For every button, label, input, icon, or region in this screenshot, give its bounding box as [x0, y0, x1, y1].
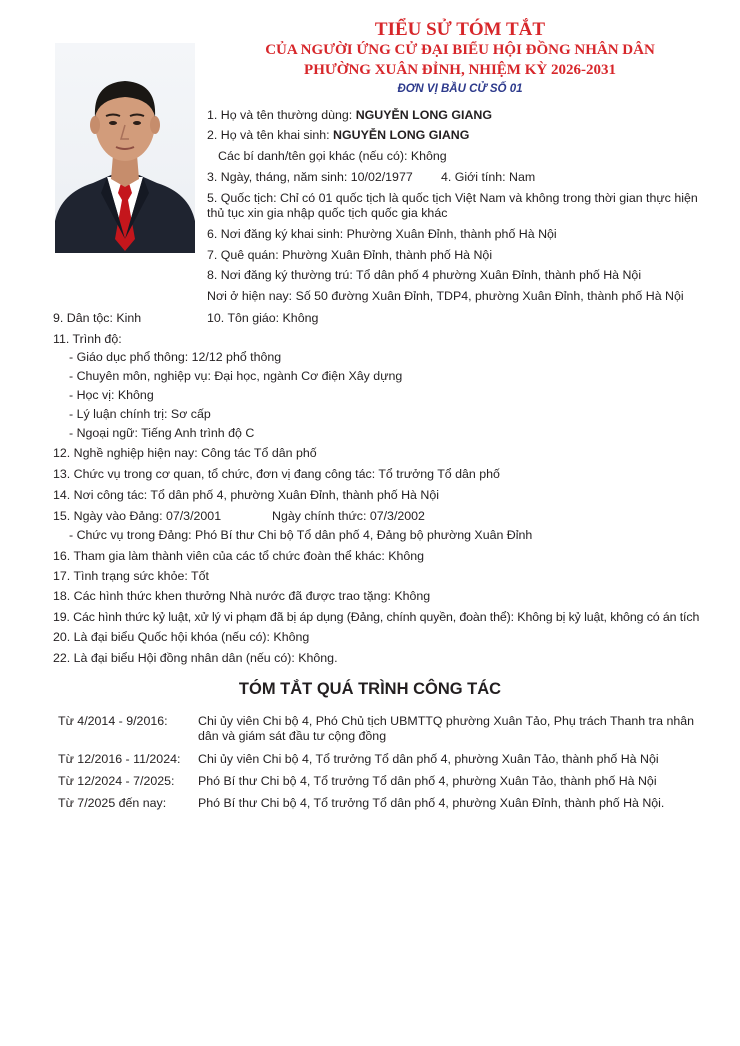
party-official-date: Ngày chính thức: 07/3/2002 [272, 509, 425, 523]
work-description: Chi ủy viên Chi bộ 4, Tổ trưởng Tổ dân phố 4, phường Xuân Tảo, thành phố Hà Nội [198, 752, 659, 766]
council-delegate-field: 22. Là đại biểu Hội đồng nhân dân (nếu có): Không. [53, 651, 338, 665]
birth-name-label: 2. Họ và tên khai sinh: [207, 128, 334, 142]
party-position-field: - Chức vụ trong Đảng: Phó Bí thư Chi bộ Tổ dân phố 4, Đảng bộ phường Xuân Đỉnh [69, 528, 533, 542]
alias-field: Các bí danh/tên gọi khác (nếu có): Không [218, 149, 447, 163]
common-name-row [207, 108, 492, 123]
birth-registration-field: 6. Nơi đăng ký khai sinh: Phường Xuân Đỉnh, thành phố Hà Nội [207, 227, 557, 241]
portrait-figure [55, 43, 195, 253]
work-period: Từ 12/2016 - 11/2024: [58, 752, 181, 766]
candidate-photo [55, 43, 195, 253]
health-field: 17. Tình trạng sức khỏe: Tốt [53, 569, 209, 583]
education-general: - Giáo dục phổ thông: 12/12 phổ thông [69, 350, 282, 364]
party-join-date: 15. Ngày vào Đảng: 07/3/2001 [53, 509, 222, 523]
work-history-title: TÓM TẮT QUÁ TRÌNH CÔNG TÁC [238, 680, 502, 698]
work-period: Từ 12/2024 - 7/2025: [58, 774, 175, 788]
education-title: 11. Trình độ: [53, 332, 122, 346]
nationality-line-2: thủ tục xin gia nhập quốc tịch quốc gia khác [207, 206, 448, 220]
work-description: Phó Bí thư Chi bộ 4, Tổ trưởng Tổ dân phố 4, phường Xuân Tảo, thành phố Hà Nội [198, 774, 657, 788]
discipline-field: 19. Các hình thức kỷ luật, xử lý vi phạm đã bị áp dụng (Đảng, chính quyền, đoàn thể): Không bị kỷ luật, không có án tích [53, 610, 700, 624]
na-delegate-field: 20. Là đại biểu Quốc hội khóa (nếu có): Không [53, 630, 310, 644]
organizations-field: 16. Tham gia làm thành viên của các tổ chức đoàn thể khác: Không [53, 549, 425, 563]
birth-name-row [207, 128, 469, 143]
education-degree: - Học vị: Không [69, 388, 154, 402]
document-subtitle-1: CỦA NGƯỜI ỨNG CỬ ĐẠI BIỂU HỘI ĐỒNG NHÂN DÂN [265, 42, 655, 58]
position-field: 13. Chức vụ trong cơ quan, tổ chức, đơn vị đang công tác: Tổ trưởng Tổ dân phố [53, 467, 500, 481]
ethnicity-field: 9. Dân tộc: Kinh [53, 311, 142, 325]
common-name-label: 1. Họ và tên thường dùng: [207, 108, 356, 122]
work-period: Từ 7/2025 đến nay: [58, 796, 167, 810]
education-major: - Chuyên môn, nghiệp vụ: Đại học, ngành Cơ điện Xây dựng [69, 369, 403, 383]
hometown-field: 7. Quê quán: Phường Xuân Đỉnh, thành phố Hà Nội [207, 248, 493, 262]
electoral-district: ĐƠN VỊ BẦU CỬ SỐ 01 [397, 83, 523, 95]
document-subtitle-2: PHƯỜNG XUÂN ĐỈNH, NHIỆM KỲ 2026-2031 [304, 62, 616, 78]
gender-field: 4. Giới tính: Nam [441, 170, 536, 184]
occupation-field: 12. Nghề nghiệp hiện nay: Công tác Tổ dân phố [53, 446, 317, 460]
education-politics: - Lý luận chính trị: Sơ cấp [69, 407, 211, 421]
religion-field: 10. Tôn giáo: Không [207, 311, 319, 325]
current-address-field: Nơi ở hiện nay: Số 50 đường Xuân Đỉnh, TDP4, phường Xuân Đỉnh, thành phố Hà Nội [207, 289, 684, 303]
work-period: Từ 4/2014 - 9/2016: [58, 714, 168, 728]
document-title: TIỂU SỬ TÓM TẮT [374, 19, 546, 40]
nationality-line-1: 5. Quốc tịch: Chỉ có 01 quốc tịch là quốc tịch Việt Nam và không trong thời gian thực hiện [207, 191, 698, 205]
education-language: - Ngoại ngữ: Tiếng Anh trình độ C [69, 426, 255, 440]
workplace-field: 14. Nơi công tác: Tổ dân phố 4, phường Xuân Đỉnh, thành phố Hà Nội [53, 488, 439, 502]
awards-field: 18. Các hình thức khen thưởng Nhà nước đã được trao tặng: Không [53, 589, 431, 603]
residence-field: 8. Nơi đăng ký thường trú: Tổ dân phố 4 phường Xuân Đỉnh, thành phố Hà Nội [207, 268, 642, 282]
common-name-value: NGUYỄN LONG GIANG [355, 108, 492, 122]
work-description: Chi ủy viên Chi bộ 4, Phó Chủ tịch UBMTTQ phường Xuân Tảo, Phụ trách Thanh tra nhân dân và giám sát đầu tư cộng đồng [198, 714, 695, 743]
work-description: Phó Bí thư Chi bộ 4, Tổ trưởng Tổ dân phố 4, phường Xuân Đỉnh, thành phố Hà Nội. [198, 796, 665, 810]
birth-name-value: NGUYỄN LONG GIANG [333, 128, 470, 142]
date-of-birth-field: 3. Ngày, tháng, năm sinh: 10/02/1977 [207, 170, 413, 184]
